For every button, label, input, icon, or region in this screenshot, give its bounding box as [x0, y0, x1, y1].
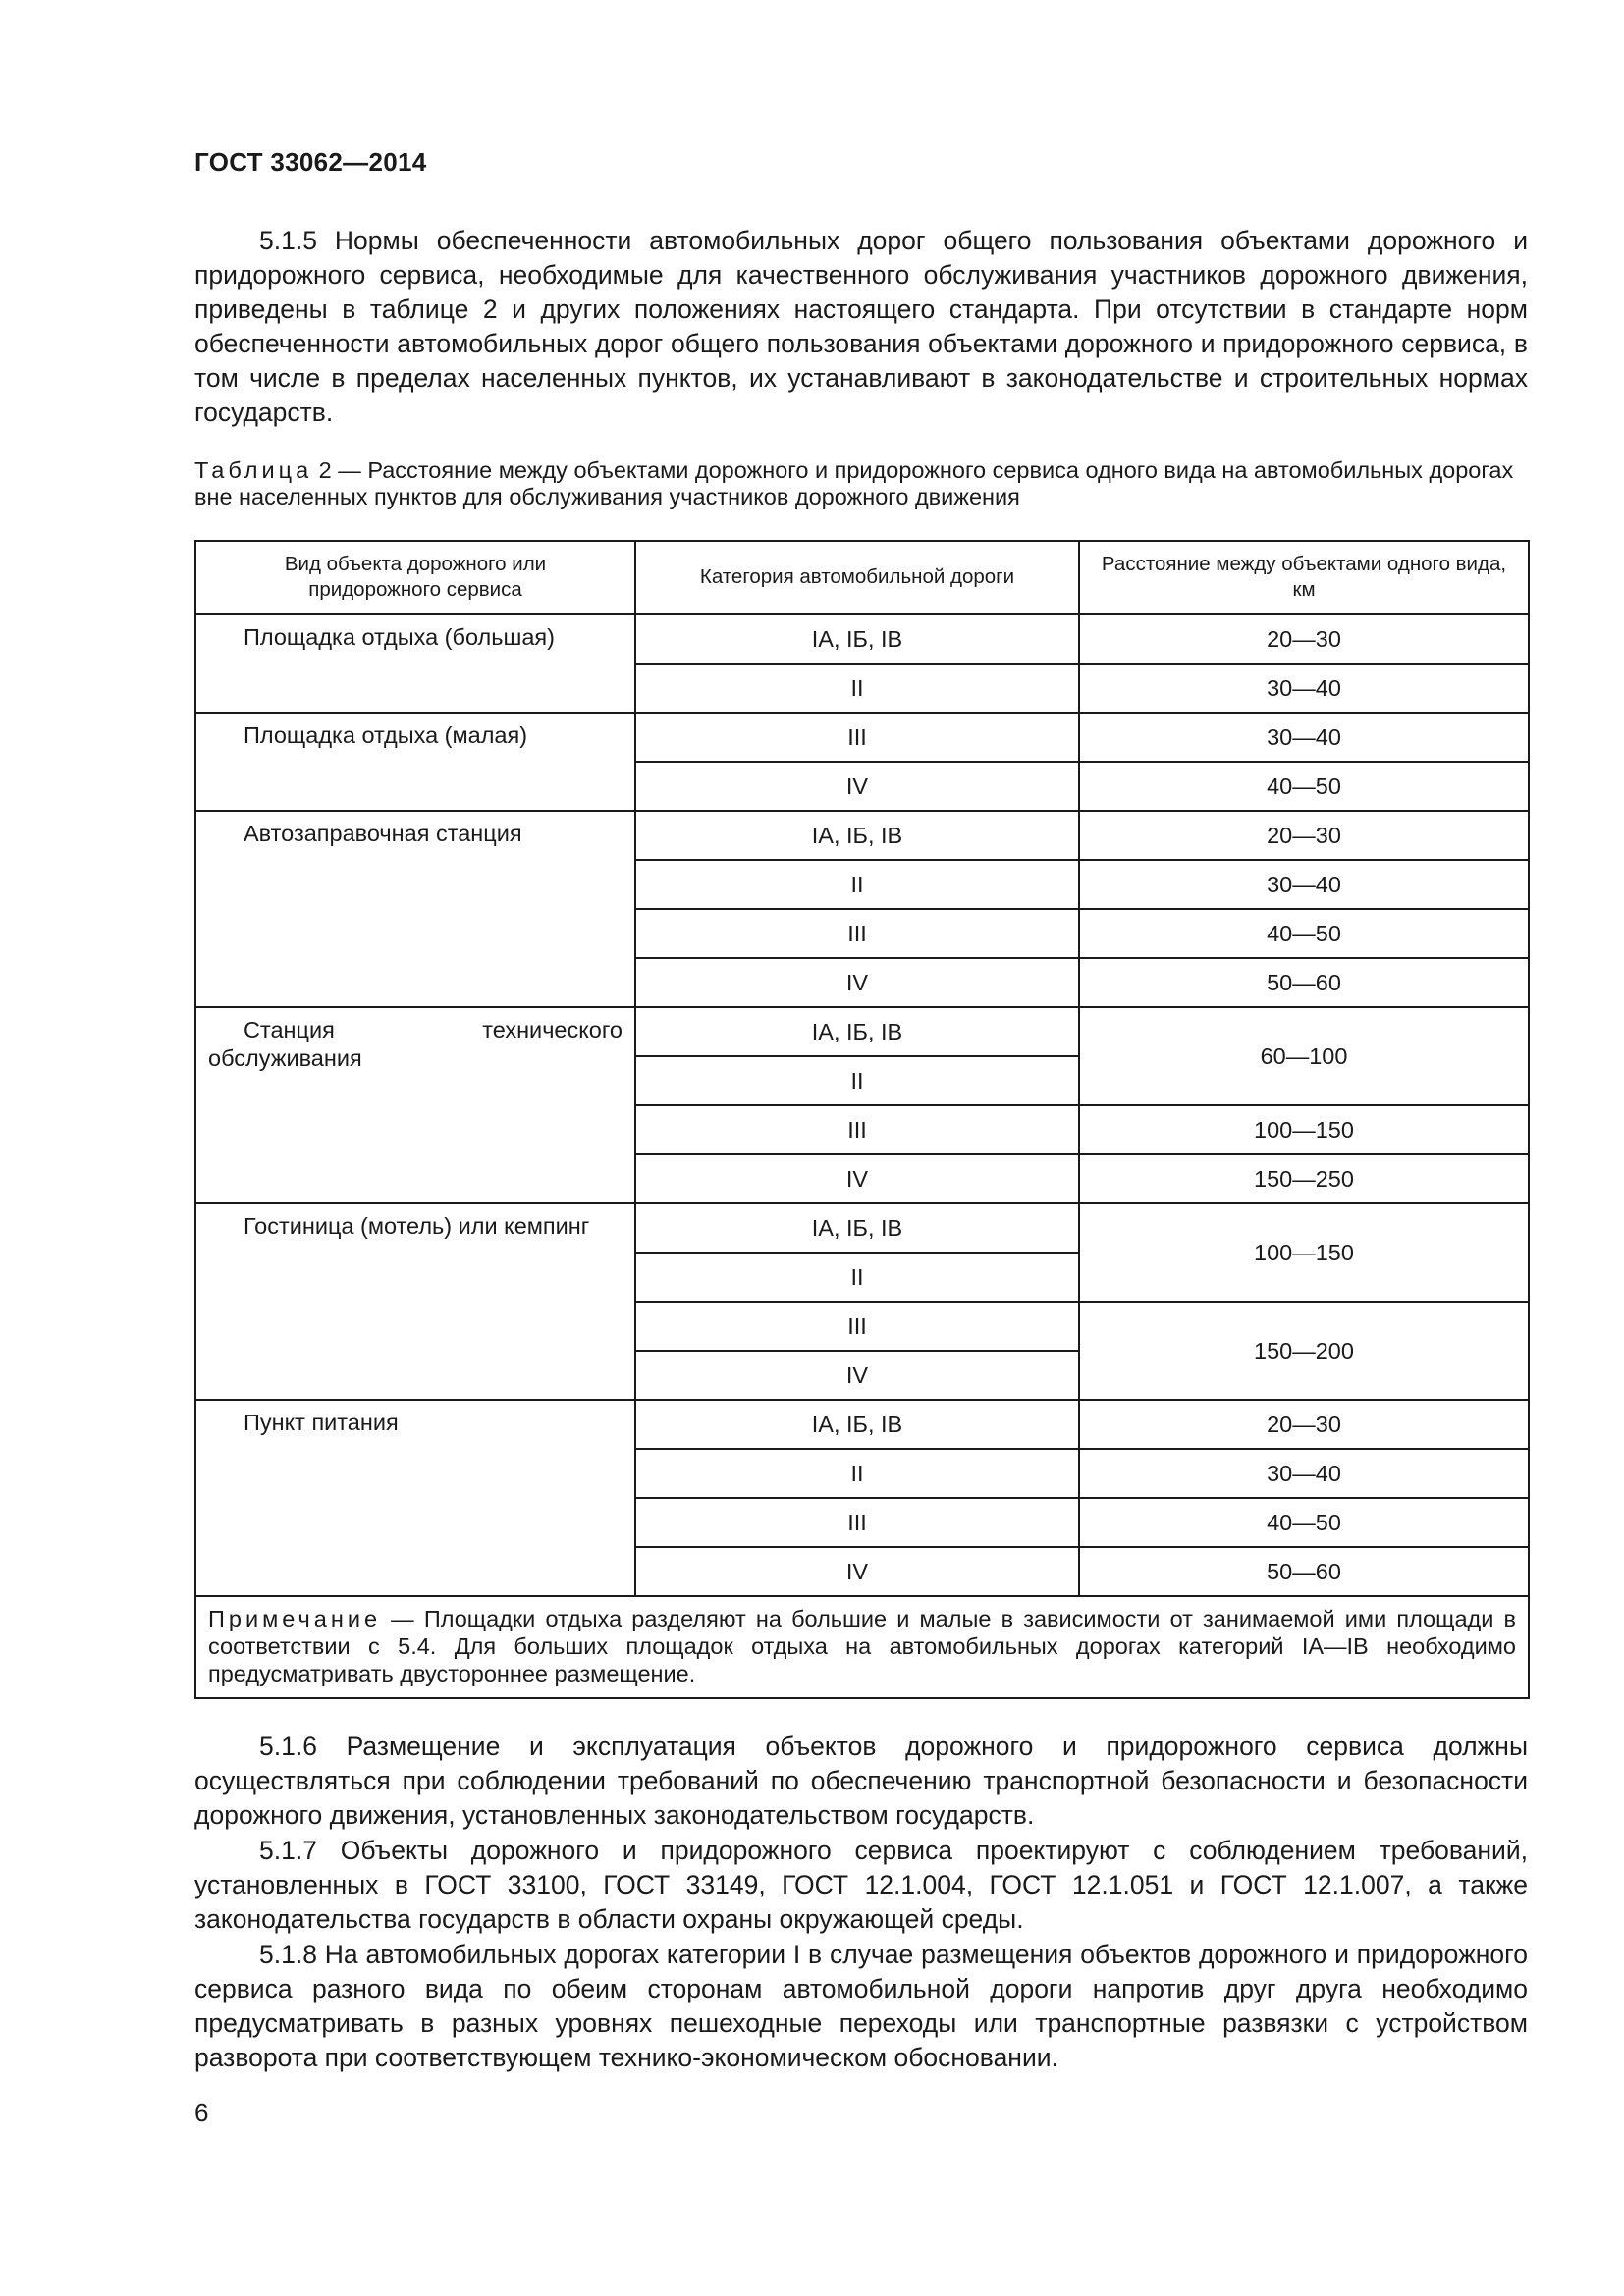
note-label: Примечание: [208, 1606, 382, 1631]
distance-cell: 30—40: [1079, 1449, 1529, 1498]
category-cell: IA, IБ, IB: [635, 1400, 1079, 1449]
table-row: [195, 713, 1529, 762]
category-cell: IA, IБ, IB: [635, 614, 1079, 665]
header-distance: Расстояние между объектами одного вида, км: [1079, 541, 1529, 614]
category-cell: IV: [635, 958, 1079, 1007]
distance-cell: 20—30: [1079, 811, 1529, 860]
table-caption-text: 2 — Расстояние между объектами дорожного и придорожного сервиса одного вида на автомобильных дорогах вне населенных пунктов для обслуживания участников дорожного движения: [194, 457, 1514, 509]
object-cell: Площадка отдыха (малая): [195, 713, 635, 811]
category-cell: IV: [635, 762, 1079, 811]
table-row: [195, 614, 1529, 665]
distance-cell: 40—50: [1079, 762, 1529, 811]
table-row: [195, 1203, 1529, 1253]
category-cell: II: [635, 1253, 1079, 1302]
note-text: — Площадки отдыха разделяют на большие и малые в зависимости от занимаемой ими площади в соответствии с 5.4. Для больших площадок отдыха на автомобильных дорогах категорий IA—IB необходимо предусматривать двустороннее размещение.: [208, 1606, 1516, 1686]
distance-cell: 20—30: [1079, 1400, 1529, 1449]
category-cell: IV: [635, 1154, 1079, 1203]
category-cell: III: [635, 909, 1079, 958]
table-note: [195, 1596, 1529, 1698]
page-number: 6: [194, 2098, 209, 2127]
bottom-paragraphs: [194, 1730, 1528, 2076]
paragraph-5-1-6: 5.1.6 Размещение и эксплуатация объектов дорожного и придорожного сервиса должны осуществляться при соблюдении требований по обеспечению транспортной безопасности и безопасности дорожного движения, установленных законодательством государств.: [194, 1732, 1528, 1830]
paragraph-5-1-8: 5.1.8 На автомобильных дорогах категории I в случае размещения объектов дорожного и придорожного сервиса разного вида по обеим сторонам автомобильной дороги напротив друг друга необходимо предусматривать в разных уровнях пешеходные переходы или транспортные развязки с устройством разворота при соответствующем технико-экономическом обосновании.: [194, 1940, 1528, 2072]
distance-cell: 50—60: [1079, 1547, 1529, 1596]
category-cell: III: [635, 713, 1079, 762]
paragraph-5-1-7: 5.1.7 Объекты дорожного и придорожного сервиса проектируют с соблюдением требований, установленных в ГОСТ 33100, ГОСТ 33149, ГОСТ 12.1.004, ГОСТ 12.1.051 и ГОСТ 12.1.007, а также законодательства государств в области охраны окружающей среды.: [194, 1836, 1528, 1934]
distance-cell: 150—200: [1079, 1302, 1529, 1400]
category-cell: II: [635, 1449, 1079, 1498]
category-cell: IA, IБ, IB: [635, 811, 1079, 860]
table-caption: [194, 457, 1528, 510]
document-code: ГОСТ 33062—2014: [194, 147, 427, 177]
distance-cell: 40—50: [1079, 1498, 1529, 1547]
distance-cell: 30—40: [1079, 860, 1529, 909]
table-header-row: [195, 541, 1529, 614]
distance-cell: 100—150: [1079, 1203, 1529, 1302]
table-row: [195, 811, 1529, 860]
object-cell: Гостиница (мотель) или кемпинг: [195, 1203, 635, 1400]
distance-cell: 50—60: [1079, 958, 1529, 1007]
distance-cell: 100—150: [1079, 1105, 1529, 1154]
paragraph-5-1-5: 5.1.5 Нормы обеспеченности автомобильных дорог общего пользования объектами дорожного и придорожного сервиса, необходимые для качественного обслуживания участников дорожного движения, приведены в таблице 2 и других положениях настоящего стандарта. При отсутствии в стандарте норм обеспеченности автомобильных дорог общего пользования объектами дорожного и придорожного сервиса, в том числе в пределах населенных пунктов, их устанавливают в законодательстве и строительных нормах государств.: [194, 226, 1528, 427]
object-cell: Станция технического обслуживания: [195, 1007, 635, 1203]
object-cell: Пункт питания: [195, 1400, 635, 1596]
distance-cell: 20—30: [1079, 614, 1529, 665]
header-object-type: Вид объекта дорожного или придорожного сервиса: [195, 541, 635, 614]
distance-cell: 60—100: [1079, 1007, 1529, 1105]
category-cell: IV: [635, 1547, 1079, 1596]
category-cell: III: [635, 1498, 1079, 1547]
distance-cell: 40—50: [1079, 909, 1529, 958]
distance-table: [194, 540, 1530, 1699]
object-cell: Автозаправочная станция: [195, 811, 635, 1007]
category-cell: IV: [635, 1351, 1079, 1400]
category-cell: II: [635, 860, 1079, 909]
distance-cell: 150—250: [1079, 1154, 1529, 1203]
category-cell: IA, IБ, IB: [635, 1203, 1079, 1253]
header-road-category: Категория автомобильной дороги: [635, 541, 1079, 614]
category-cell: III: [635, 1302, 1079, 1351]
distance-cell: 30—40: [1079, 664, 1529, 713]
category-cell: III: [635, 1105, 1079, 1154]
category-cell: IA, IБ, IB: [635, 1007, 1079, 1056]
distance-cell: 30—40: [1079, 713, 1529, 762]
table-note-row: [195, 1596, 1529, 1698]
category-cell: II: [635, 1056, 1079, 1105]
table-row: [195, 1400, 1529, 1449]
category-cell: II: [635, 664, 1079, 713]
table-caption-label: Таблица: [194, 457, 313, 483]
table-row: [195, 1007, 1529, 1056]
object-cell: Площадка отдыха (большая): [195, 614, 635, 714]
